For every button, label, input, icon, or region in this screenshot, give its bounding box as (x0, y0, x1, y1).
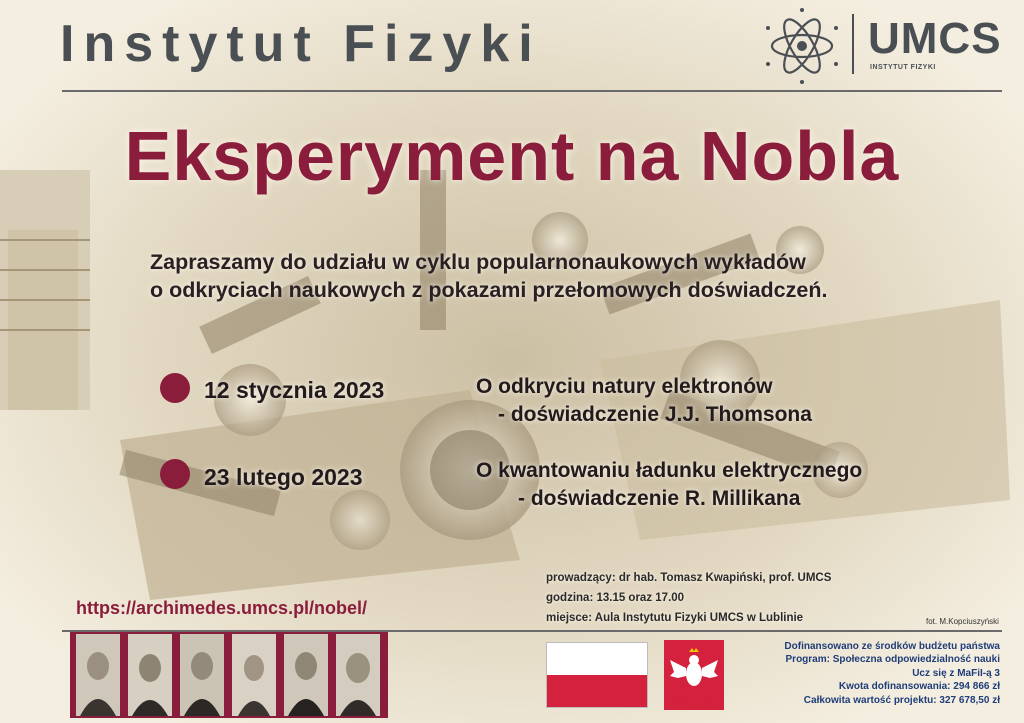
funding-info (736, 640, 1000, 707)
portrait-photo (76, 634, 120, 716)
lecture-2-topic (476, 457, 862, 513)
funding-line-4: Kwota dofinansowania: 294 866 zł (838, 681, 1000, 693)
funding-line-5: Całkowita wartość projektu: 327 678,50 zł (803, 694, 1000, 706)
funding-line-3: Ucz się z MaFiI-ą 3 (912, 667, 1000, 679)
photo-credit: fot. M.Kopciuszyński (926, 617, 999, 626)
lecture-1-bullet (160, 373, 190, 403)
lecture-1-date: 12 stycznia 2023 (204, 377, 385, 403)
host-info: prowadzący: dr hab. Tomasz Kwapiński, prof. UMCS (546, 572, 832, 584)
umcs-logo-subtitle: INSTYTUT FIZYKI (870, 64, 936, 71)
funding-line-1: Dofinansowano ze środków budżetu państwa (784, 641, 1000, 652)
lecture-1-experiment: - doświadczenie J.J. Thomsona (498, 403, 812, 426)
place-info: miejsce: Aula Instytutu Fizyki UMCS w Lublinie (546, 612, 804, 624)
portrait-photo (180, 634, 224, 716)
invitation-line-2: o odkryciach naukowych z pokazami przełomowych doświadczeń. (150, 278, 828, 302)
funding-line-2: Program: Społeczna odpowiedzialność nauki (785, 654, 1000, 666)
lecture-1-topic (476, 373, 812, 429)
lecture-2-date: 23 lutego 2023 (204, 464, 363, 490)
institute-title: Instytut Fizyki (60, 15, 542, 73)
portrait-photo (284, 634, 328, 716)
event-url-link[interactable]: https://archimedes.umcs.pl/nobel/ (76, 598, 368, 618)
portrait-photo (336, 634, 380, 716)
event-title: Eksperyment na Nobla (124, 117, 900, 195)
portrait-photo (128, 634, 172, 716)
invitation-text (150, 248, 910, 304)
atom-logo-icon (760, 6, 850, 86)
polish-flag-icon (546, 642, 648, 708)
time-info: godzina: 13.15 oraz 17.00 (546, 592, 685, 604)
umcs-logo-text: UMCS (868, 14, 1002, 63)
lecture-2-experiment: - doświadczenie R. Millikana (518, 487, 801, 510)
portrait-photo (232, 634, 276, 716)
lecture-2-bullet (160, 459, 190, 489)
nobel-laureates-portraits (70, 632, 388, 718)
header-divider (62, 90, 1002, 92)
invitation-line-1: Zapraszamy do udziału w cyklu popularnonaukowych wykładów (150, 250, 806, 274)
polish-eagle-emblem-icon (664, 640, 724, 710)
lecture-2-topic-title: O kwantowaniu ładunku elektrycznego (476, 459, 863, 482)
lecture-1-topic-title: O odkryciu natury elektronów (476, 375, 773, 398)
logo-divider (852, 14, 854, 74)
